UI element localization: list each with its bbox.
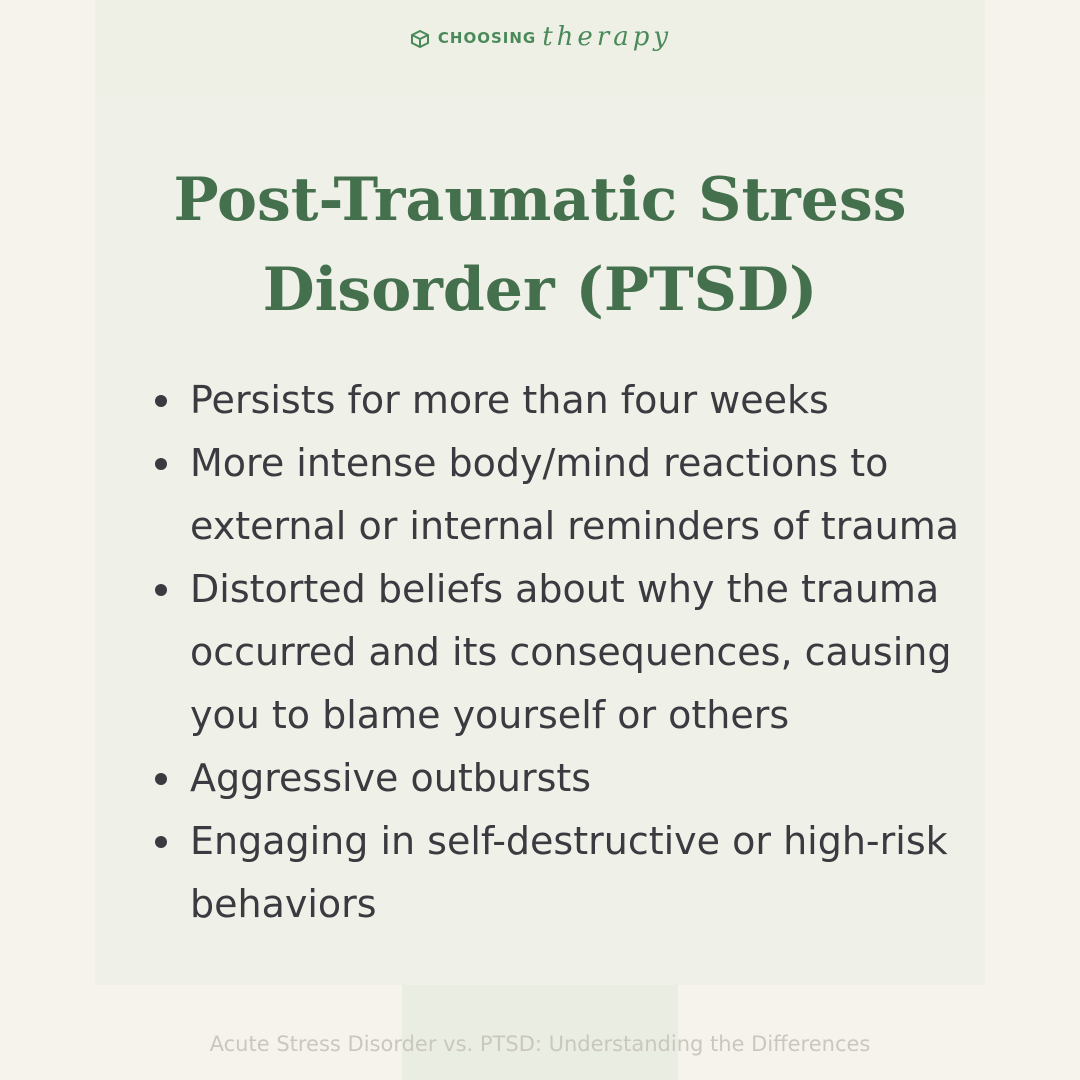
bullet-dot-icon [155,836,167,848]
list-item-line: you to blame yourself or others [190,693,790,737]
list-item-line: occurred and its consequences, causing [190,630,952,674]
list-item-line: Persists for more than four weeks [190,378,829,422]
brand-logo [0,22,1080,52]
list-item-line: external or internal reminders of trauma [190,504,959,548]
symptom-list [150,369,1010,936]
title-line: Disorder (PTSD) [262,255,818,325]
list-item-line: Distorted beliefs about why the trauma [190,567,940,611]
list-item [150,432,1010,558]
bullet-dot-icon [155,458,167,470]
brand-script: therapy [542,22,673,52]
footer-caption: Acute Stress Disorder vs. PTSD: Understanding the Differences [209,1032,871,1056]
bullet-dot-icon [155,584,167,596]
list-item [150,558,1010,747]
list-item [150,747,1010,810]
title-line: Post-Traumatic Stress [173,165,907,235]
list-item-line: More intense body/mind reactions to [190,441,889,485]
list-item-line: behaviors [190,882,377,926]
bullet-dot-icon [155,773,167,785]
bullet-dot-icon [155,395,167,407]
leaf-box-icon [408,26,432,50]
list-item [150,369,1010,432]
list-item-line: Engaging in self-destructive or high-risk [190,819,948,863]
list-item-line: Aggressive outbursts [190,756,592,800]
list-item [150,810,1010,936]
page-title [0,155,1080,335]
brand-word: CHOOSING [437,28,537,47]
